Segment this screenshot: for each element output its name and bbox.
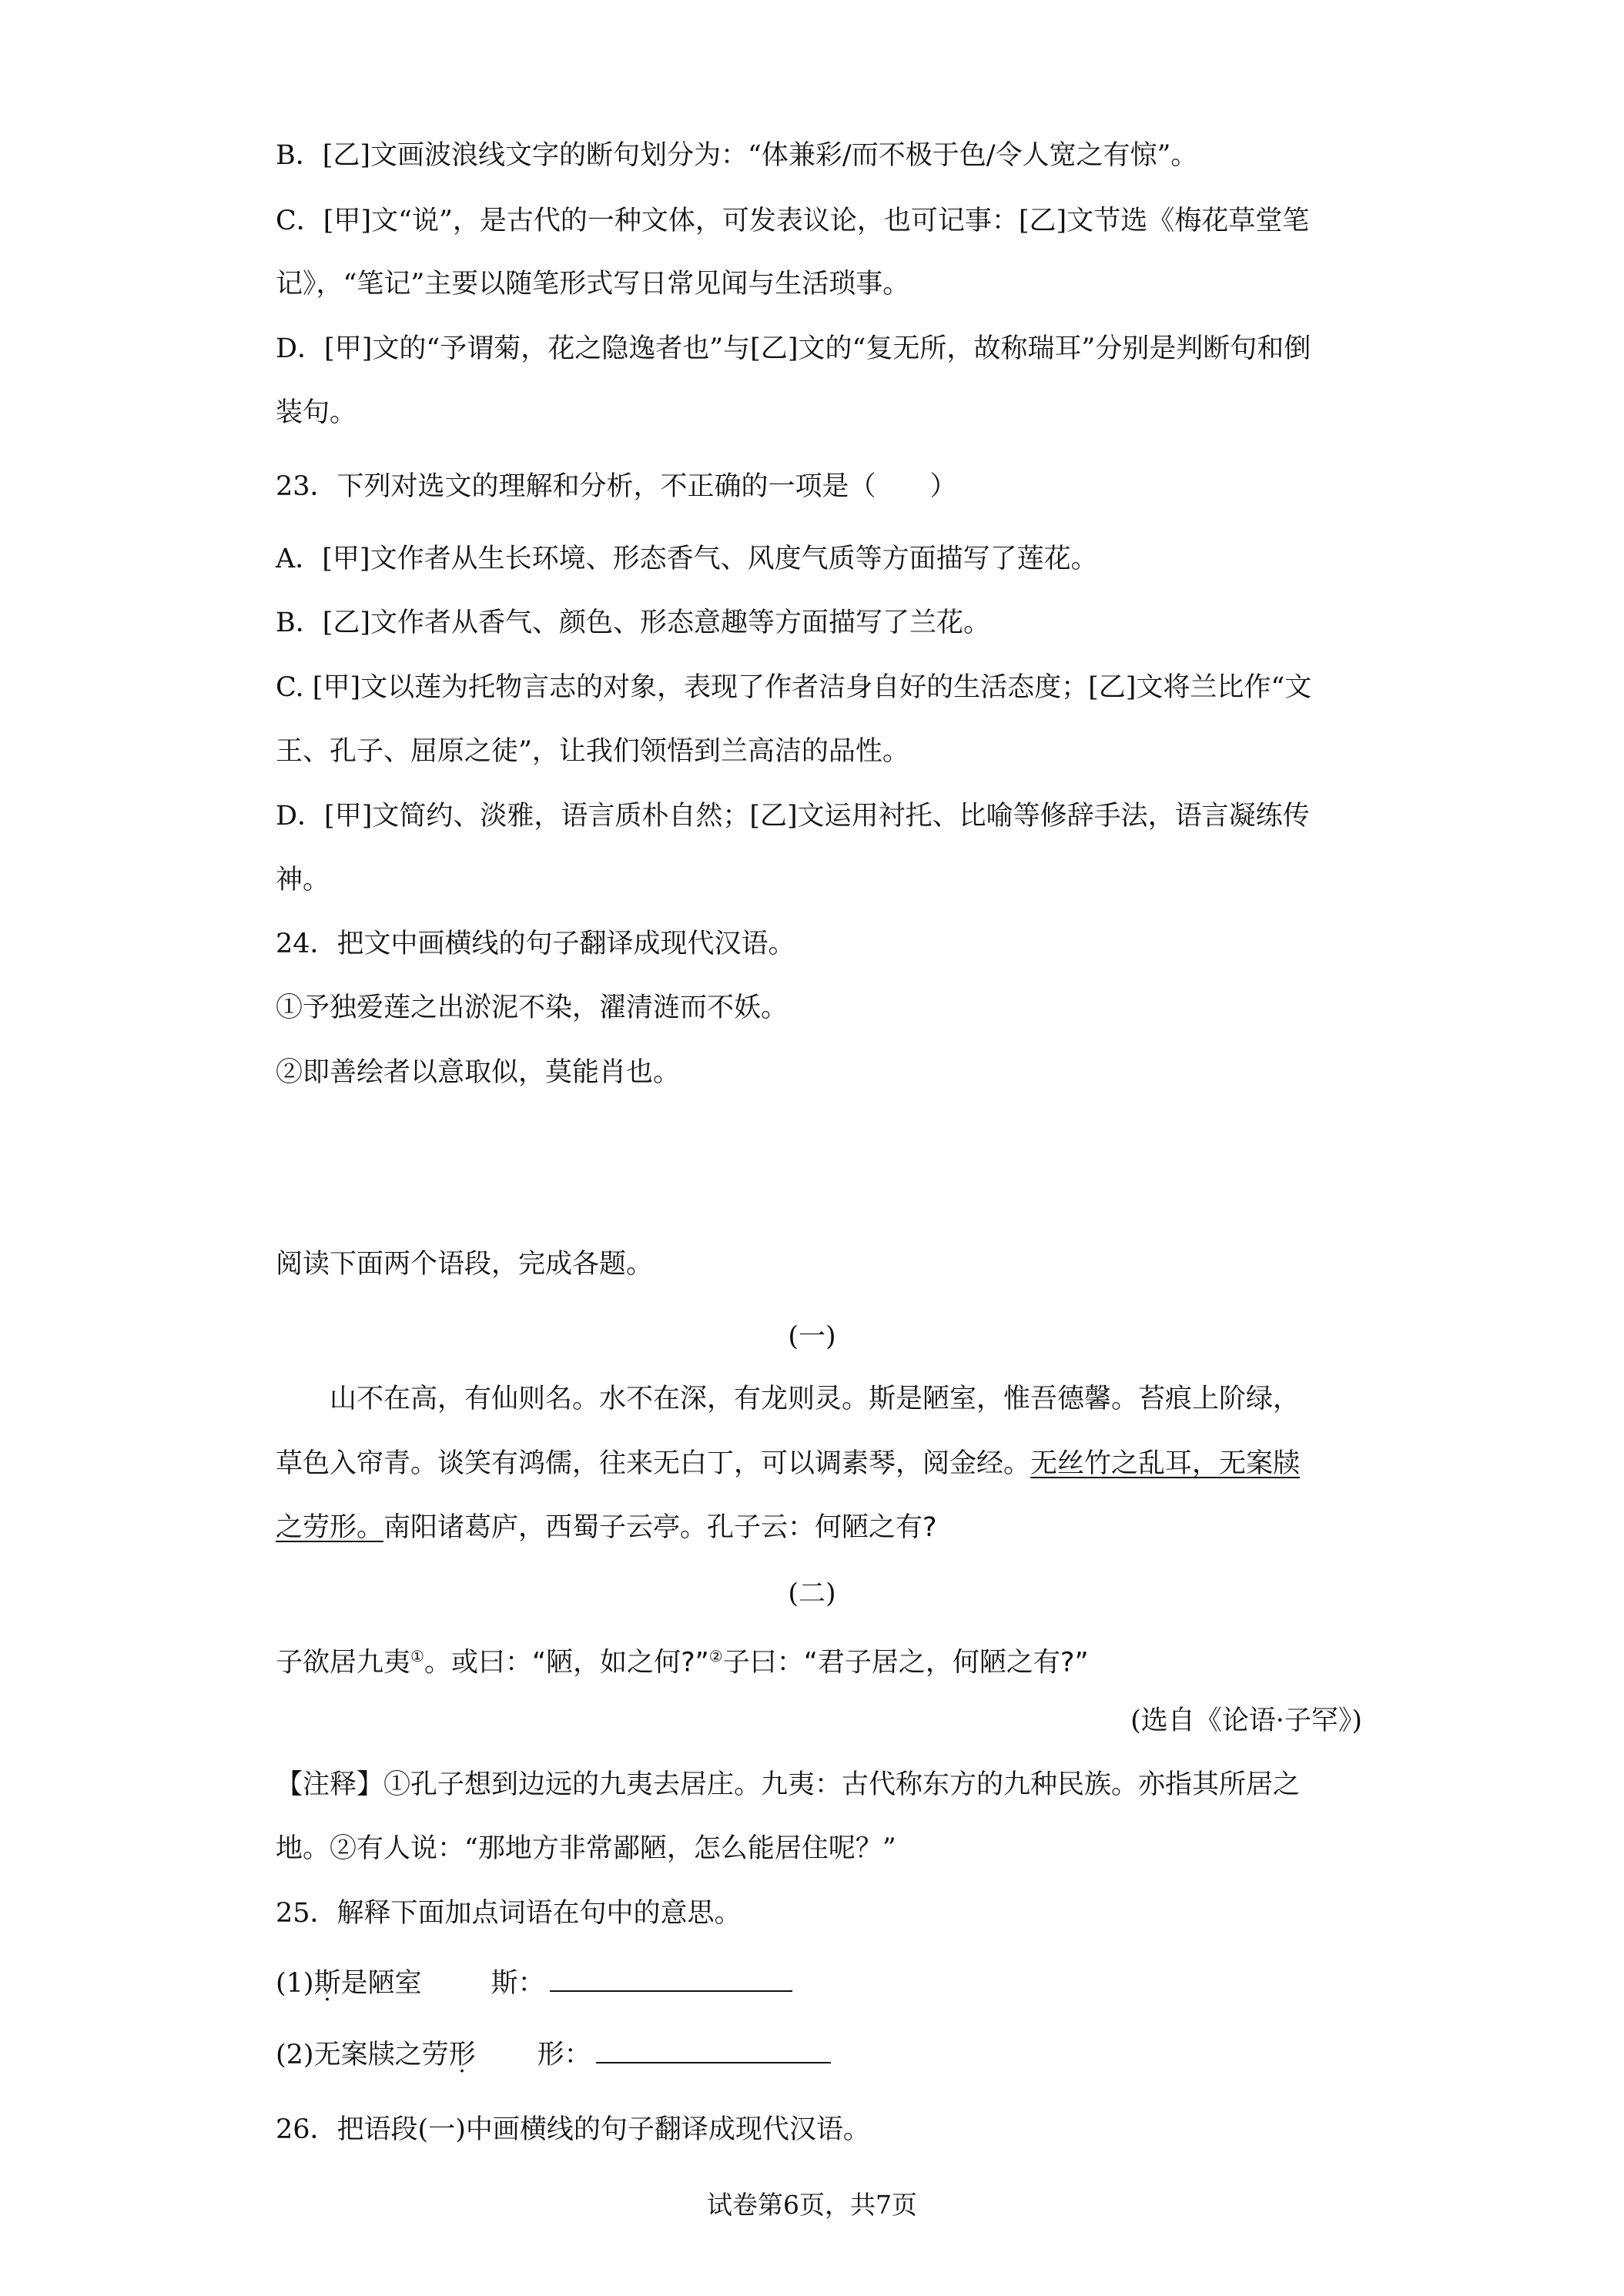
q25-item-1 <box>276 1964 1361 2002</box>
passage-1-heading: (一) <box>788 1321 836 1352</box>
q22-option-d-line1: D．[甲]文的“予谓菊，花之隐逸者也”与[乙]文的“复无所，故称瑞耳”分别是判断句和倒 <box>276 333 1311 364</box>
passage-2-part-b: 。或曰：“陋，如之何?” <box>424 1647 709 1678</box>
q24-sentence-2: ②即善绘者以意取似，莫能肖也。 <box>276 1057 681 1088</box>
q23-option-c-line1: C. [甲]文以莲为托物言志的对象，表现了作者洁身自好的生活态度；[乙]文将兰比作“文 <box>276 672 1312 703</box>
q26-stem: 26．把语段(一)中画横线的句子翻译成现代汉语。 <box>276 2114 870 2145</box>
q25-item-2-label: 形： <box>537 2040 591 2070</box>
passage-1-line1: 山不在高，有仙则名。水不在深，有龙则灵。斯是陋室，惟吾德馨。苔痕上阶绿， <box>330 1384 1301 1414</box>
passage-2-part-c: 子曰：“君子居之，何陋之有?” <box>722 1647 1089 1678</box>
passage-2-source: (选自《论语·子罕》) <box>1130 1705 1362 1736</box>
footnote-marker-1: ① <box>410 1647 424 1665</box>
footnote-marker-2: ② <box>708 1647 723 1665</box>
q23-option-d-line1: D．[甲]文简约、淡雅，语言质朴自然；[乙]文运用衬托、比喻等修辞手法，语言凝练传 <box>276 801 1310 832</box>
annotation-line1: 【注释】①孔子想到边远的九夷去居庄。九夷：古代称东方的九种民族。亦指其所居之 <box>276 1769 1301 1800</box>
q25-item-1-label: 斯： <box>491 1968 545 1999</box>
passage-1-line3 <box>276 1509 1361 1546</box>
q22-option-b: B．[乙]文画波浪线文字的断句划分为：“体兼彩/而不极于色/令人宽之有惊”。 <box>276 140 1198 171</box>
dotted-word-si: 斯 <box>313 1968 341 1999</box>
passage-1-text-end: 南阳诸葛庐，西蜀子云亭。孔子云：何陋之有? <box>383 1512 937 1543</box>
passage-1-line2 <box>276 1445 1361 1482</box>
q25-stem: 25．解释下面加点词语在句中的意思。 <box>276 1898 742 1929</box>
answer-blank-1[interactable] <box>550 1964 792 1992</box>
underlined-sentence-part1: 无丝竹之乱耳，无案牍 <box>1030 1448 1301 1479</box>
q23-option-c-line2: 王、孔子、屈原之徒”，让我们领悟到兰高洁的品性。 <box>276 736 909 767</box>
passage-2-heading: (二) <box>788 1578 836 1609</box>
q23-option-a: A．[甲]文作者从生长环境、形态香气、风度气质等方面描写了莲花。 <box>276 544 1098 574</box>
q25-item-1-number: (1) <box>276 1968 314 1999</box>
q23-stem: 23．下列对选文的理解和分析，不正确的一项是（ ） <box>276 471 957 502</box>
q22-option-d-line2: 装句。 <box>276 397 357 428</box>
q25-item-2 <box>276 2036 1361 2073</box>
q23-option-b: B．[乙]文作者从香气、颜色、形态意趣等方面描写了兰花。 <box>276 607 991 638</box>
annotation-line2: 地。②有人说：“那地方非常鄙陋，怎么能居住呢？” <box>276 1833 896 1864</box>
q25-item-2-phrase: (2)无案牍之劳 <box>276 2040 449 2070</box>
page-footer: 试卷第6页，共7页 <box>707 2190 917 2220</box>
underlined-sentence-part2: 之劳形。 <box>276 1512 384 1543</box>
dotted-word-xing: 形 <box>448 2040 476 2070</box>
q25-item-1-phrase: 是陋室 <box>340 1968 422 1999</box>
passage-2-text <box>276 1638 1361 1682</box>
passage-1-text: 草色入帘青。谈笑有鸿儒，往来无白丁，可以调素琴，阅金经。 <box>276 1448 1031 1479</box>
q24-sentence-1: ①予独爱莲之出淤泥不染，濯清涟而不妖。 <box>276 992 789 1023</box>
answer-blank-2[interactable] <box>596 2036 831 2063</box>
q24-stem: 24．把文中画横线的句子翻译成现代汉语。 <box>276 929 795 959</box>
passage-2-part-a: 子欲居九夷 <box>276 1647 411 1678</box>
q23-option-d-line2: 神。 <box>276 865 330 895</box>
q22-option-c-line1: C．[甲]文“说”，是古代的一种文体，可发表议论，也可记事：[乙]文节选《梅花草堂笔 <box>276 206 1310 236</box>
q22-option-c-line2: 记》，“笔记”主要以随笔形式写日常见闻与生活琐事。 <box>276 269 910 300</box>
reading-intro: 阅读下面两个语段，完成各题。 <box>276 1249 654 1280</box>
